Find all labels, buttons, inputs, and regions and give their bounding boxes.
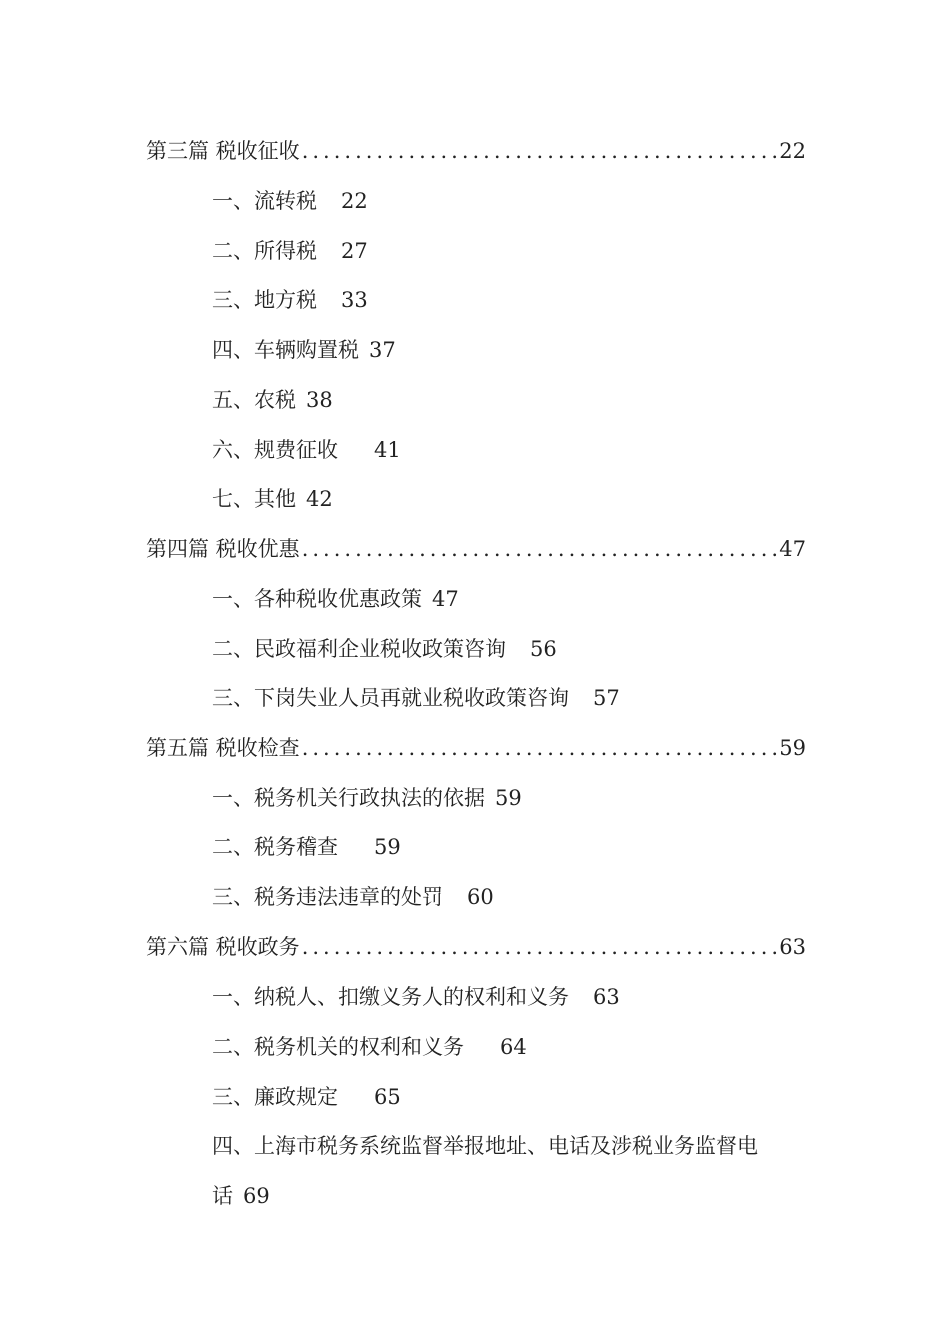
page-number: 33 (341, 288, 368, 312)
page-number: 59 (374, 835, 401, 859)
toc-entry[interactable] (212, 186, 368, 216)
page-number: 47 (779, 537, 806, 561)
page-number: 22 (341, 189, 368, 213)
entry-label: 二、税务机关的权利和义务 (212, 1035, 464, 1059)
part-title: 第五篇 税收检查 (146, 736, 300, 760)
entry-label: 一、流转税 (212, 189, 317, 213)
page-number: 63 (593, 985, 620, 1009)
toc-entry[interactable] (212, 285, 368, 315)
toc-entry[interactable] (212, 683, 620, 713)
page-number: 27 (341, 239, 368, 263)
toc-part-heading[interactable] (146, 136, 806, 166)
dot-leader (302, 534, 778, 564)
page-number: 47 (432, 587, 459, 611)
entry-label: 一、各种税收优惠政策 (212, 587, 422, 611)
dot-leader (302, 733, 778, 763)
entry-label: 二、所得税 (212, 239, 317, 263)
entry-label: 七、其他 (212, 487, 296, 511)
part-title: 第六篇 税收政务 (146, 935, 300, 959)
toc-entry[interactable] (212, 1032, 527, 1062)
entry-label: 三、税务违法违章的处罚 (212, 885, 443, 909)
entry-label: 六、规费征收 (212, 438, 338, 462)
toc-part-heading[interactable] (146, 534, 806, 564)
page-number: 59 (779, 736, 806, 760)
toc-entry[interactable] (212, 385, 333, 415)
dot-leader (302, 932, 778, 962)
entry-label: 四、车辆购置税 (212, 338, 359, 362)
page-number: 38 (306, 388, 333, 412)
entry-label: 一、税务机关行政执法的依据 (212, 786, 485, 810)
page-number: 69 (243, 1184, 270, 1208)
entry-label: 三、廉政规定 (212, 1085, 338, 1109)
toc-entry-continuation[interactable] (212, 1181, 270, 1211)
toc-entry[interactable] (212, 484, 333, 514)
entry-label: 五、农税 (212, 388, 296, 412)
toc-entry[interactable] (212, 236, 368, 266)
page-number: 41 (374, 438, 401, 462)
toc-entry[interactable] (212, 982, 620, 1012)
dot-leader (302, 136, 778, 166)
page-number: 60 (467, 885, 494, 909)
page-number: 65 (374, 1085, 401, 1109)
page-number: 64 (500, 1035, 527, 1059)
toc-entry[interactable] (212, 882, 494, 912)
toc-entry[interactable] (212, 335, 396, 365)
page-number: 63 (779, 935, 806, 959)
toc-entry[interactable] (212, 1082, 401, 1112)
toc-entry[interactable] (212, 832, 401, 862)
toc-entry[interactable] (212, 1131, 802, 1161)
page-number: 57 (593, 686, 620, 710)
part-title: 第三篇 税收征收 (146, 139, 300, 163)
toc-entry[interactable] (212, 783, 522, 813)
toc-part-heading[interactable] (146, 733, 806, 763)
entry-label: 二、税务稽查 (212, 835, 338, 859)
entry-label-continuation: 话 (212, 1184, 233, 1208)
toc-entry[interactable] (212, 584, 459, 614)
part-title: 第四篇 税收优惠 (146, 537, 300, 561)
entry-label: 一、纳税人、扣缴义务人的权利和义务 (212, 985, 569, 1009)
entry-label: 四、上海市税务系统监督举报地址、电话及涉税业务监督电 (212, 1134, 758, 1158)
toc-entry[interactable] (212, 435, 401, 465)
page-number: 42 (306, 487, 333, 511)
entry-label: 三、地方税 (212, 288, 317, 312)
toc-entry[interactable] (212, 634, 557, 664)
toc-part-heading[interactable] (146, 932, 806, 962)
page-number: 22 (779, 139, 806, 163)
page-number: 59 (495, 786, 522, 810)
entry-label: 三、下岗失业人员再就业税收政策咨询 (212, 686, 569, 710)
page-number: 37 (369, 338, 396, 362)
page-number: 56 (530, 637, 557, 661)
entry-label: 二、民政福利企业税收政策咨询 (212, 637, 506, 661)
